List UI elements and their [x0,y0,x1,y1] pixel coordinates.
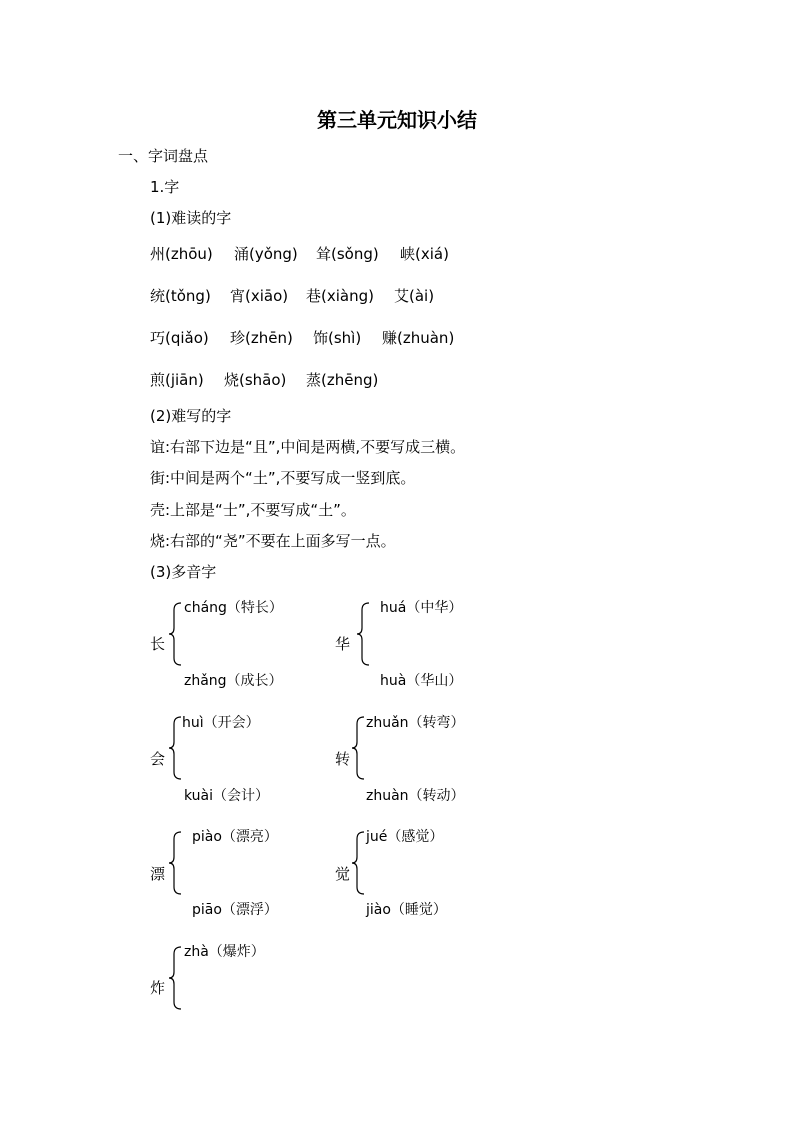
word-item: 州(zhōu) [150,245,213,263]
brace-icon [168,831,182,895]
reading-top: huá（中华） [380,600,463,616]
word-item: 耸(sǒng) [316,245,379,263]
hard-write-line: 烧:右部的“尧”不要在上面多写一点。 [150,532,396,550]
word-item: 峡(xiá) [400,245,449,263]
word-item: 蒸(zhēng) [306,371,379,389]
brace-icon [351,716,365,780]
hard-write-heading: (2)难写的字 [150,407,232,425]
section-heading: 一、字词盘点 [118,147,209,165]
polyphonic-heading: (3)多音字 [150,563,217,581]
hard-write-line: 街:中间是两个“土”,不要写成一竖到底。 [150,469,416,487]
reading-bottom: piāo（漂浮） [192,902,278,918]
word-item: 赚(zhuàn) [382,329,455,347]
hard-write-line: 壳:上部是“士”,不要写成“土”。 [150,501,356,519]
page-title: 第三单元知识小结 [317,108,477,132]
brace-icon [168,946,182,1010]
polyphonic-char: 长 [150,635,166,653]
word-item: 宵(xiāo) [230,287,289,305]
word-item: 涌(yǒng) [234,245,298,263]
word-item: 烧(shāo) [224,371,287,389]
hard-read-heading: (1)难读的字 [150,209,232,227]
brace-icon [351,831,365,895]
word-item: 巧(qiǎo) [150,329,209,347]
polyphonic-char: 觉 [335,865,351,883]
sub-heading: 1.字 [150,178,180,196]
brace-icon [168,716,182,780]
reading-bottom: kuài（会计） [184,788,270,804]
reading-bottom: huà（华山） [380,673,463,689]
polyphonic-char: 华 [335,635,351,653]
reading-top: cháng（特长） [184,600,283,616]
word-item: 艾(ài) [394,287,435,305]
word-item: 饰(shì) [313,329,362,347]
word-item: 珍(zhēn) [230,329,293,347]
polyphonic-char: 会 [150,750,166,768]
brace-icon [356,602,370,666]
polyphonic-char: 漂 [150,865,166,883]
reading-top: zhuǎn（转弯） [366,715,465,731]
word-item: 统(tǒng) [150,287,211,305]
reading-top: piào（漂亮） [192,829,278,845]
reading-bottom: jiào（睡觉） [366,902,447,918]
polyphonic-char: 转 [335,750,351,768]
polyphonic-char: 炸 [150,979,166,997]
reading-bottom: zhǎng（成长） [184,673,283,689]
reading-bottom: zhuàn（转动） [366,788,465,804]
hard-write-line: 谊:右部下边是“且”,中间是两横,不要写成三横。 [150,438,466,456]
word-item: 巷(xiàng) [306,287,374,305]
brace-icon [168,602,182,666]
word-item: 煎(jiān) [150,371,204,389]
reading-top: huì（开会） [182,715,260,731]
reading-top: zhà（爆炸） [184,944,265,960]
reading-top: jué（感觉） [366,829,444,845]
